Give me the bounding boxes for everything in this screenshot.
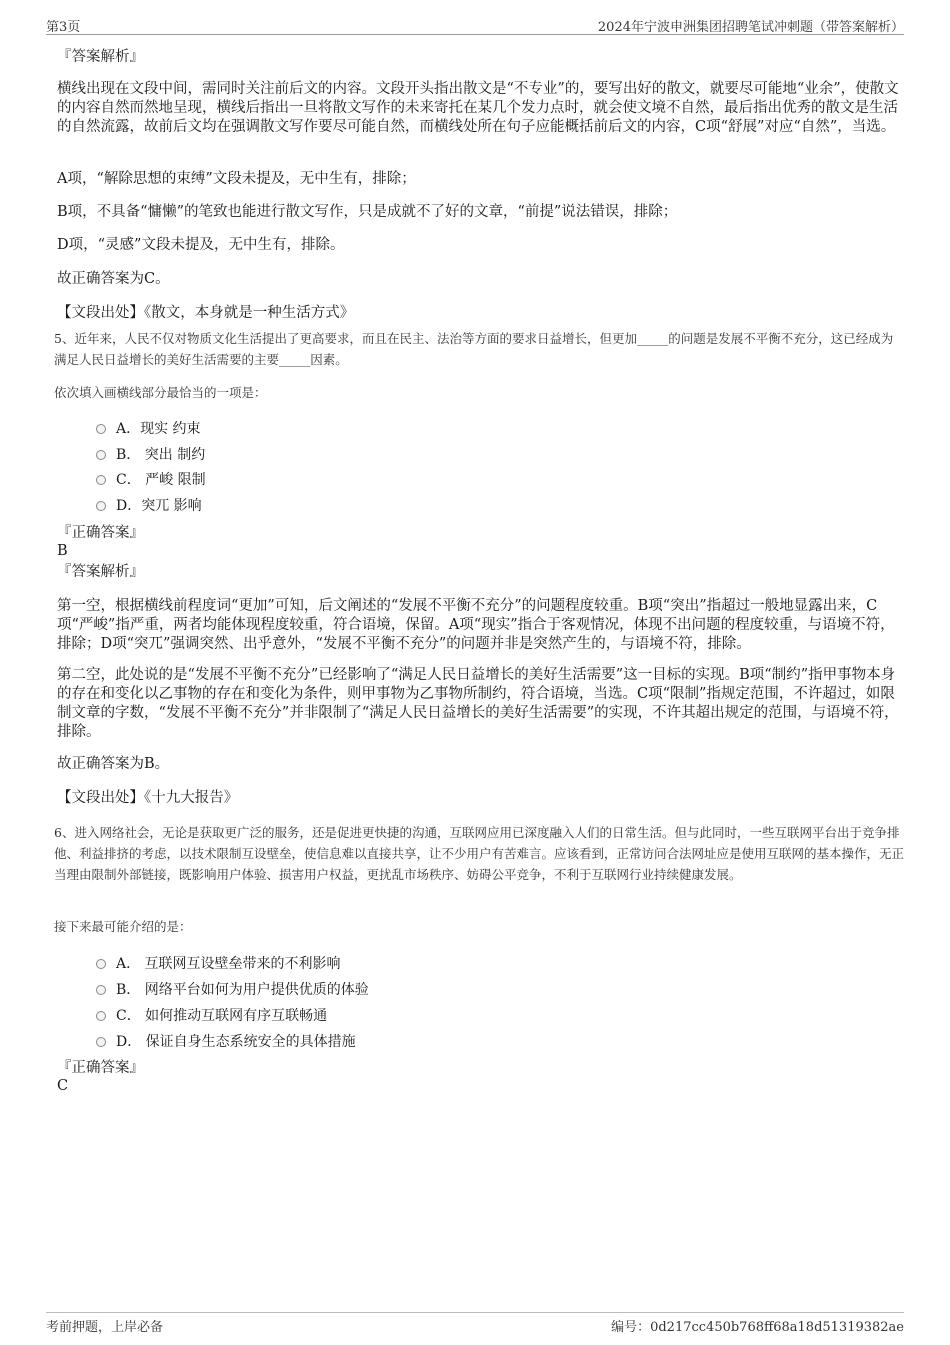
q4-source: 【文段出处】《散文，本身就是一种生活方式》 xyxy=(57,305,355,321)
radio-button[interactable] xyxy=(96,424,106,434)
q5-conclusion: 故正确答案为B。 xyxy=(57,756,170,772)
radio-button[interactable] xyxy=(96,475,106,485)
page-header xyxy=(46,14,904,35)
radio-button[interactable] xyxy=(96,501,106,511)
q4-analysis-paragraph-2: A项，“解除思想的束缚”文段未提及，无中生有，排除； xyxy=(57,171,416,187)
q5-answer: B xyxy=(57,543,68,559)
page-number: 第3页 xyxy=(46,20,81,35)
footer-slogan: 考前押题，上岸必备 xyxy=(46,1320,164,1335)
q5-option-c[interactable] xyxy=(96,469,206,489)
q6-option-c[interactable] xyxy=(96,1005,327,1025)
option-label: C． 如何推动互联网有序互联畅通 xyxy=(116,1008,328,1024)
q5-answer-heading: 『正确答案』 xyxy=(57,525,144,541)
option-label: D．突兀 影响 xyxy=(116,498,202,514)
q4-conclusion: 故正确答案为C。 xyxy=(57,271,170,287)
q5-option-b[interactable] xyxy=(96,444,205,464)
q4-analysis-paragraph-4: D项，“灵感”文段未提及，无中生有，排除。 xyxy=(57,237,345,253)
document-id: 编号：0d217cc450b768ff68a18d51319382ae xyxy=(611,1320,904,1335)
q5-source: 【文段出处】《十九大报告》 xyxy=(57,790,239,806)
q4-analysis-heading: 『答案解析』 xyxy=(57,49,144,65)
document-title: 2024年宁波申洲集团招聘笔试冲刺题（带答案解析） xyxy=(597,20,904,35)
q6-option-d[interactable] xyxy=(96,1031,356,1051)
q5-option-d[interactable] xyxy=(96,495,202,515)
q5-prompt: 依次填入画横线部分最恰当的一项是： xyxy=(54,385,267,400)
option-label: B． 突出 制约 xyxy=(116,447,206,463)
q5-analysis-heading: 『答案解析』 xyxy=(57,564,144,580)
q5-option-a[interactable] xyxy=(96,418,201,438)
q5-analysis-paragraph-1: 第一空，根据横线前程度词“更加”可知，后文阐述的“发展不平衡不充分”的问题程度较重。B项“突出”指超过一般地显露出来，C项“严峻”指严重，两者均能体现程度较重，符合语境，保留。A项“现实”指合于客观情况，体现不出问题的程度较重，与语境不符，排除；D项“突兀”强调突然、出乎意外，“发展不平衡不充分”的问题并非是突然产生的，与语境不符，排除。 xyxy=(57,598,895,652)
q6-answer: C xyxy=(57,1078,69,1094)
option-label: A．现实 约束 xyxy=(116,421,201,437)
option-label: D． 保证自身生态系统安全的具体措施 xyxy=(116,1034,356,1050)
option-label: A． 互联网互设壁垒带来的不利影响 xyxy=(116,956,341,972)
page-footer xyxy=(46,1312,904,1335)
q5-analysis-paragraph-2: 第二空，此处说的是“发展不平衡不充分”已经影响了“满足人民日益增长的美好生活需要”这一目标的实现。B项“制约”指甲事物本身的存在和变化以乙事物的存在和变化为条件，则甲事物为乙事物所制约，符合语境，当选。C项“限制”指规定范围，不许超过，如限制文章的字数，“发展不平衡不充分”并非限制了“满足人民日益增长的美好生活需要”的实现，不许其超出规定的范围，与语境不符，排除。 xyxy=(57,667,899,740)
q6-prompt: 接下来最可能介绍的是： xyxy=(54,919,192,934)
q6-option-b[interactable] xyxy=(96,979,369,999)
option-label: C． 严峻 限制 xyxy=(116,472,206,488)
radio-button[interactable] xyxy=(96,450,106,460)
q6-stem: 6、进入网络社会，无论是获取更广泛的服务，还是促进更快捷的沟通，互联网应用已深度融入人们的日常生活。但与此同时，一些互联网平台出于竞争排他、利益排挤的考虑，以技术限制互设壁垒，使信息难以直接共享，让不少用户有苦难言。应该看到，正常访问合法网址应是使用互联网的基本操作，无正当理由限制外部链接，既影响用户体验、损害用户权益，更扰乱市场秩序、妨碍公平竞争，不利于互联网行业持续健康发展。 xyxy=(54,825,905,882)
q4-analysis-paragraph-1: 横线出现在文段中间，需同时关注前后文的内容。文段开头指出散文是“不专业”的，要写出好的散文，就要尽可能地“业余”，使散文的内容自然而然地呈现，横线后指出一旦将散文写作的未来寄托在某几个发力点时，就会使文境不自然，最后指出优秀的散文是生活的自然流露，故前后文均在强调散文写作要尽可能自然，而横线处所在句子应能概括前后文的内容，C项“舒展”对应“自然”，当选。 xyxy=(57,81,899,135)
q4-analysis-paragraph-3: B项，不具备“慵懒”的笔致也能进行散文写作，只是成就不了好的文章，“前提”说法错误，排除； xyxy=(57,204,678,220)
radio-button[interactable] xyxy=(96,1011,106,1021)
radio-button[interactable] xyxy=(96,959,106,969)
option-label: B． 网络平台如何为用户提供优质的体验 xyxy=(116,982,369,998)
q6-answer-heading: 『正确答案』 xyxy=(57,1060,144,1076)
radio-button[interactable] xyxy=(96,985,106,995)
radio-button[interactable] xyxy=(96,1037,106,1047)
q6-option-a[interactable] xyxy=(96,953,341,973)
q5-stem: 5、近年来，人民不仅对物质文化生活提出了更高要求，而且在民主、法治等方面的要求日益增长，但更加_____的问题是发展不平衡不充分，这已经成为满足人民日益增长的美好生活需要的主要_____因素。 xyxy=(54,331,894,367)
